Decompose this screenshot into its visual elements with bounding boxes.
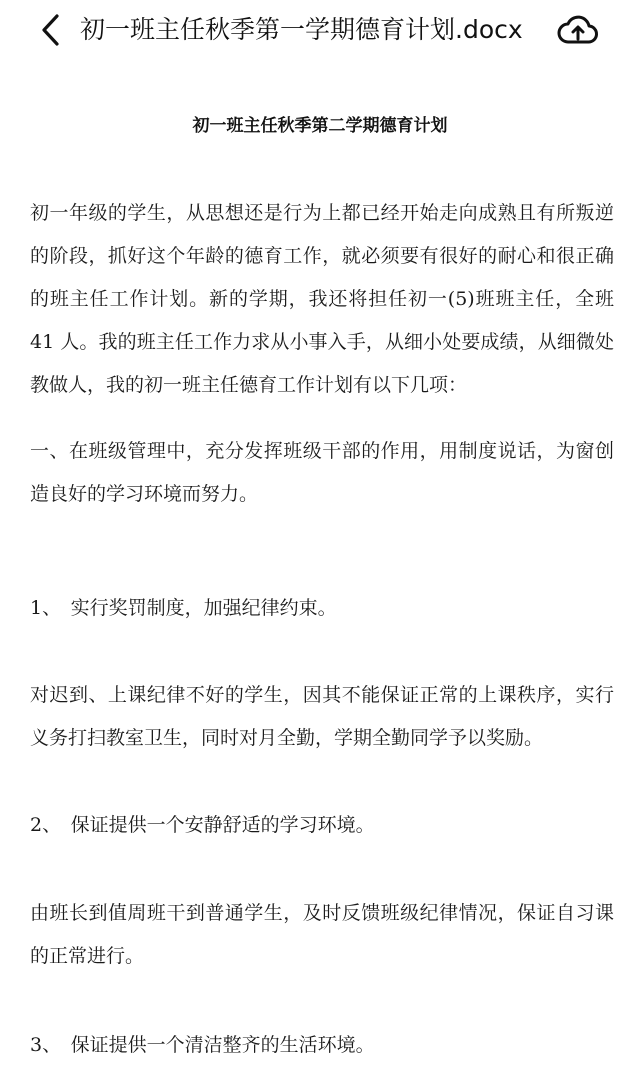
paragraph-item-2-detail: 由班长到值周班干到普通学生，及时反馈班级纪律情况，保证自习课的正常进行。 [30,902,614,967]
document-body[interactable] [0,62,640,1090]
paragraph-intro: 初一年级的学生，从思想还是行为上都已经开始走向成熟且有所叛逆的阶段，抓好这个年龄的德育工作，就必须要有很好的耐心和很正确的班主任工作计划。新的学期，我还将担任初一(5)班班主任，全班 41 人。我的班主任工作力求从小事入手，从细小处要成绩，从细微处教做人，我的初一班主任德育工作计划有以下几项： [30,202,614,396]
paragraph-section-1: 一、在班级管理中，充分发挥班级干部的作用，用制度说话，为窗创造良好的学习环境而努力。 [30,440,614,505]
paragraph-item-3: 3、 保证提供一个清洁整齐的生活环境。 [30,1034,375,1056]
cloud-upload-button[interactable] [556,10,600,50]
document-heading: 初一班主任秋季第二学期德育计划 [192,116,448,136]
paragraph-item-2: 2、 保证提供一个安静舒适的学习环境。 [30,814,375,836]
cloud-upload-icon [557,13,599,47]
app-header [0,0,640,62]
chevron-left-icon [38,12,62,48]
paragraph-item-1-detail: 对迟到、上课纪律不好的学生，因其不能保证正常的上课秩序，实行义务打扫教室卫生，同时对月全勤，学期全勤同学予以奖励。 [30,684,614,749]
paragraph-item-1: 1、 实行奖罚制度，加强纪律约束。 [30,597,337,619]
document-title: 初一班主任秋季第一学期德育计划.docx [80,15,523,44]
back-button[interactable] [30,10,70,50]
